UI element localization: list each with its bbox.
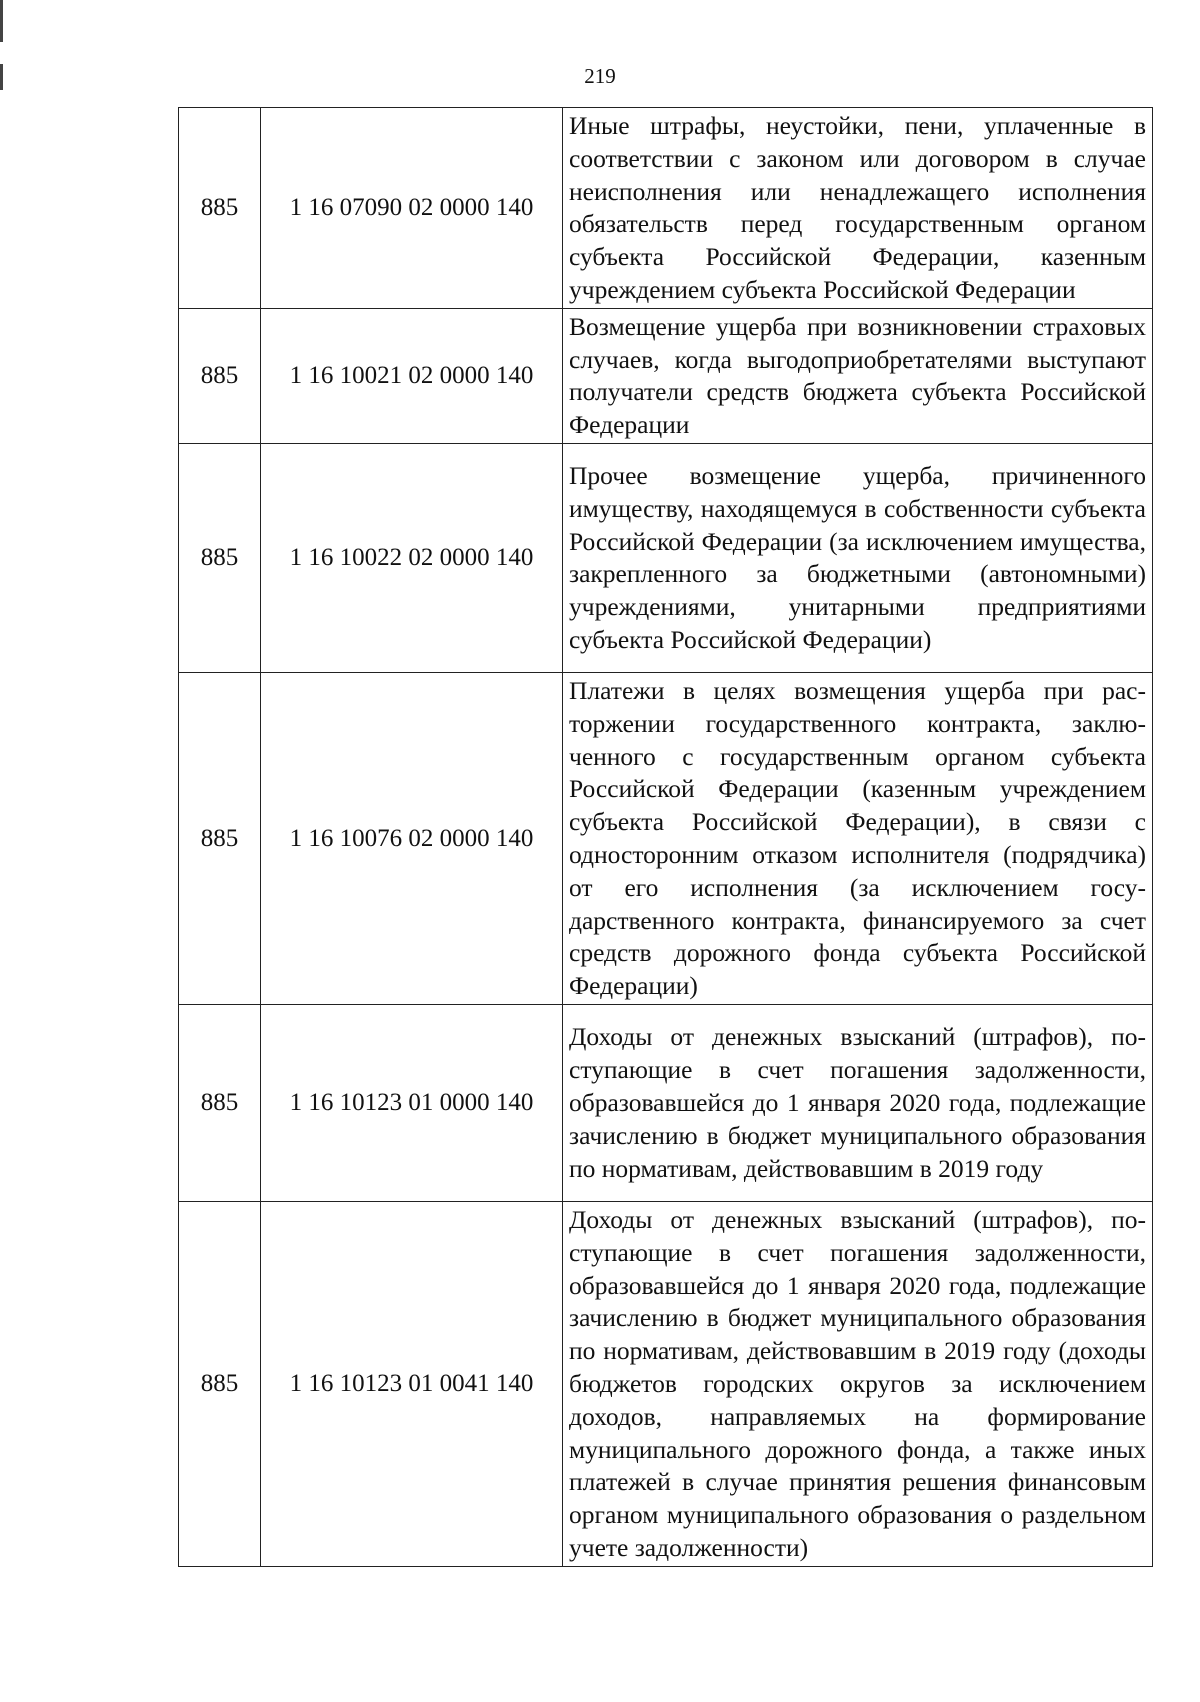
description-cell: Платежи в целях возмещения ущерба при расторжении государственного контракта, заключенного с государственным органом субъекта Российской Федерации (казенным учреждением субъекта Российской Федерации), в связи с односторонним отказом исполнителя (подрядчика) от его исполнения (за исключением государственного контракта, финансируемого за счет средств дорожного фонда субъекта Российской Федерации) bbox=[563, 672, 1153, 1004]
kbk-code-cell: 1 16 10123 01 0041 140 bbox=[261, 1201, 563, 1566]
admin-code-cell: 885 bbox=[179, 1201, 261, 1566]
table-row bbox=[179, 1201, 1153, 1566]
budget-code-table bbox=[178, 107, 1153, 1567]
admin-code-cell: 885 bbox=[179, 672, 261, 1004]
admin-code-cell: 885 bbox=[179, 108, 261, 309]
description-cell: Иные штрафы, неустойки, пени, уплаченные в соответствии с законом или договором в случае неисполнения или ненадлежащего исполнения обязательств перед государственным органом субъекта Российской Федерации, казенным учреждением субъекта Российской Федерации bbox=[563, 108, 1153, 309]
admin-code-cell: 885 bbox=[179, 308, 261, 443]
table-row bbox=[179, 108, 1153, 309]
description-cell: Прочее возмещение ущерба, причиненного имуществу, находящемуся в собственности субъекта Российской Федерации (за исключением имущества, закрепленного за бюджетными (автономными) учреждениями, унитарными предприятиями субъекта Российской Федерации) bbox=[563, 443, 1153, 672]
scan-edge-mark bbox=[0, 0, 3, 42]
admin-code-cell: 885 bbox=[179, 443, 261, 672]
description-cell: Доходы от денежных взысканий (штрафов), поступающие в счет погашения задолженности, образовавшейся до 1 января 2020 года, подлежащие зачислению в бюджет муниципального образования по нормативам, действовавшим в 2019 году (доходы бюджетов городских округов за исключением доходов, направляемых на формирование муниципального дорожного фонда, а также иных платежей в случае принятия решения финансовым органом муниципального образования о раздельном учете задолженности) bbox=[563, 1201, 1153, 1566]
kbk-code-cell: 1 16 10022 02 0000 140 bbox=[261, 443, 563, 672]
kbk-code-cell: 1 16 07090 02 0000 140 bbox=[261, 108, 563, 309]
kbk-code-cell: 1 16 10076 02 0000 140 bbox=[261, 672, 563, 1004]
admin-code-cell: 885 bbox=[179, 1004, 261, 1201]
table-row bbox=[179, 443, 1153, 672]
kbk-code-cell: 1 16 10021 02 0000 140 bbox=[261, 308, 563, 443]
kbk-code-cell: 1 16 10123 01 0000 140 bbox=[261, 1004, 563, 1201]
table-row bbox=[179, 672, 1153, 1004]
table-row bbox=[179, 308, 1153, 443]
page-number: 219 bbox=[584, 64, 616, 88]
description-cell: Доходы от денежных взысканий (штрафов), поступающие в счет погашения задолженности, образовавшейся до 1 января 2020 года, подлежащие зачислению в бюджет муниципального образования по нормативам, действовавшим в 2019 году bbox=[563, 1004, 1153, 1201]
table-row bbox=[179, 1004, 1153, 1201]
description-cell: Возмещение ущерба при возникновении страховых случаев, когда выгодоприобретателями выступают получатели средств бюджета субъекта Российской Федерации bbox=[563, 308, 1153, 443]
